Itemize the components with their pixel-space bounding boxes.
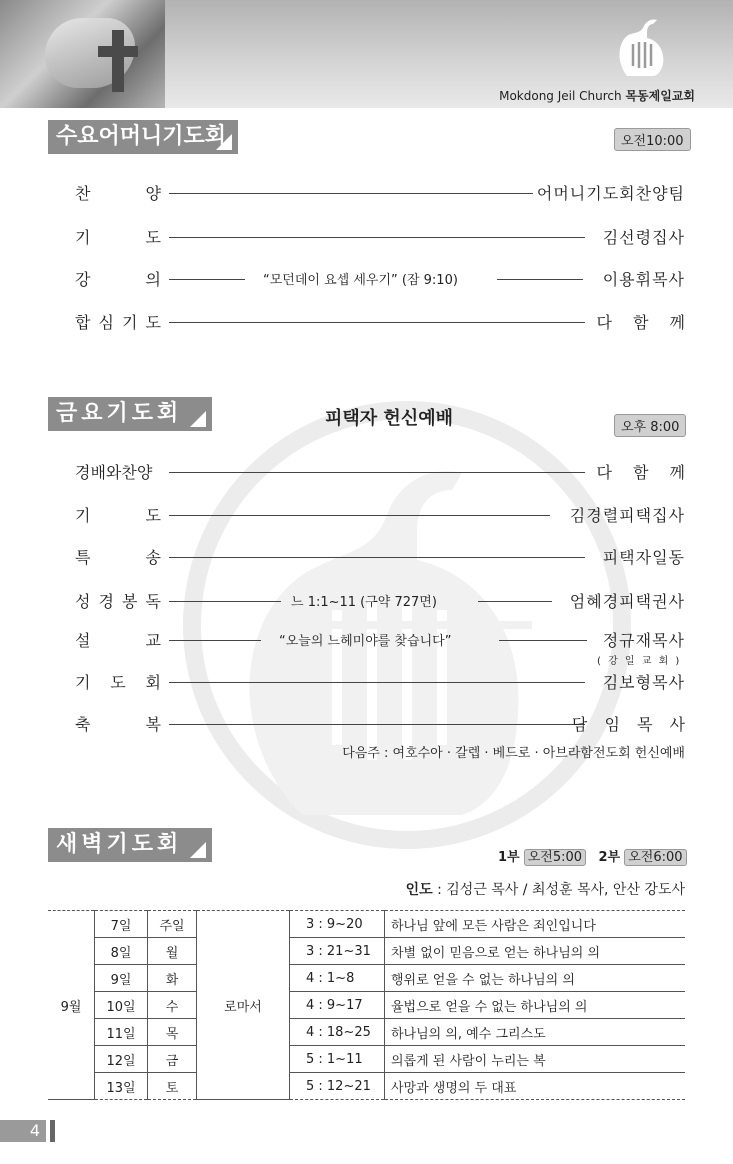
sermon-title: “오늘의 느헤미야를 찾습니다” bbox=[279, 634, 452, 649]
row-right-text: 피택자일동 bbox=[602, 548, 685, 567]
church-name-ko: 목동제일교회 bbox=[625, 89, 695, 103]
wednesday-time-badge: 오전10:00 bbox=[614, 128, 691, 151]
wednesday-title-text: 수요어머니기도회 bbox=[56, 124, 227, 149]
leader-line bbox=[169, 279, 245, 280]
row-right-text: 다 함 께 bbox=[596, 313, 693, 332]
dawn-times: 1부 오전5:00 2부 오전6:00 bbox=[498, 846, 687, 865]
wednesday-row-lecture: 강 의 “모던데이 요셉 세우기” (잠 9:10) 이용휘목사 bbox=[75, 267, 685, 291]
topic-cell: 율법으로 얻을 수 없는 하나님의 의 bbox=[385, 992, 686, 1019]
date-cell: 11일 bbox=[95, 1019, 148, 1046]
topic-cell: 차별 없이 믿음으로 얻는 하나님의 의 bbox=[385, 938, 686, 965]
leader-line bbox=[499, 640, 587, 641]
row-right-text: 이용휘목사 bbox=[602, 270, 685, 289]
day-cell: 월 bbox=[148, 938, 197, 965]
reference-cell: 5 : 12~21 bbox=[290, 1073, 385, 1100]
table-row bbox=[48, 965, 685, 992]
wednesday-section-title bbox=[48, 120, 238, 154]
title-corner-icon bbox=[190, 411, 206, 427]
row-right-text: 김선령집사 bbox=[602, 228, 685, 247]
leader-line bbox=[169, 472, 585, 473]
day-cell: 목 bbox=[148, 1019, 197, 1046]
friday-row-worship: 경배와찬양 다 함 께 bbox=[75, 460, 685, 484]
dawn-title-text: 새벽기도회 bbox=[56, 832, 183, 857]
day-cell: 수 bbox=[148, 992, 197, 1019]
leader-line bbox=[169, 322, 585, 323]
part2-time-badge: 오전6:00 bbox=[624, 849, 686, 866]
wednesday-row-unison-prayer: 합 심 기 도 다 함 께 bbox=[75, 310, 685, 334]
topic-cell: 하나님의 의, 예수 그리스도 bbox=[385, 1019, 686, 1046]
table-row bbox=[48, 1046, 685, 1073]
harp-logo-icon bbox=[613, 14, 673, 82]
reference-cell: 3 : 9~20 bbox=[290, 911, 385, 938]
reference-cell: 5 : 1~11 bbox=[290, 1046, 385, 1073]
topic-cell: 의롭게 된 사람이 누리는 복 bbox=[385, 1046, 686, 1073]
leader-line bbox=[169, 682, 585, 683]
leader-line bbox=[497, 279, 583, 280]
book-cell: 로마서 bbox=[197, 911, 290, 1100]
row-right-text: 엄혜경피택권사 bbox=[569, 592, 685, 611]
page-number: 4 bbox=[0, 1120, 46, 1142]
wednesday-row-praise: 찬 양 어머니기도회찬양팀 bbox=[75, 181, 685, 205]
friday-row-prayer: 기 도 김경렬피택집사 bbox=[75, 503, 685, 527]
day-cell: 토 bbox=[148, 1073, 197, 1100]
leader-line bbox=[169, 601, 281, 602]
leader-line bbox=[478, 601, 552, 602]
dawn-section-title bbox=[48, 828, 212, 862]
leader-line bbox=[169, 237, 585, 238]
dawn-schedule-table bbox=[48, 910, 685, 1100]
row-right-text: 어머니기도회찬양팀 bbox=[536, 184, 685, 203]
day-cell: 금 bbox=[148, 1046, 197, 1073]
date-cell: 10일 bbox=[95, 992, 148, 1019]
lecture-title: “모던데이 요셉 세우기” (잠 9:10) bbox=[263, 273, 458, 288]
friday-row-prayer-meeting: 기 도 회 김보형목사 bbox=[75, 670, 685, 694]
title-corner-icon bbox=[190, 842, 206, 858]
friday-time-badge: 오후 8:00 bbox=[614, 414, 686, 437]
friday-row-sermon: 설 교 “오늘의 느헤미야를 찾습니다” 정규재목사 bbox=[75, 628, 685, 652]
page-header bbox=[0, 0, 733, 110]
topic-cell: 사망과 생명의 두 대표 bbox=[385, 1073, 686, 1100]
table-row bbox=[48, 1073, 685, 1100]
reference-cell: 4 : 9~17 bbox=[290, 992, 385, 1019]
day-cell: 화 bbox=[148, 965, 197, 992]
date-cell: 8일 bbox=[95, 938, 148, 965]
table-row bbox=[48, 1019, 685, 1046]
friday-section-title bbox=[48, 397, 212, 431]
month-cell: 9월 bbox=[48, 911, 95, 1100]
topic-cell: 하나님 앞에 모든 사람은 죄인입니다 bbox=[385, 911, 686, 938]
praying-hands-photo bbox=[0, 0, 165, 108]
cross-icon bbox=[112, 30, 124, 92]
leader-line bbox=[169, 557, 585, 558]
table-row bbox=[48, 938, 685, 965]
row-right-text: 다 함 께 bbox=[596, 463, 693, 482]
friday-row-benediction: 축 복 담 임 목 사 bbox=[75, 712, 685, 736]
topic-cell: 행위로 얻을 수 없는 하나님의 의 bbox=[385, 965, 686, 992]
date-cell: 13일 bbox=[95, 1073, 148, 1100]
title-corner-icon bbox=[216, 134, 232, 150]
page-number-bar bbox=[50, 1120, 55, 1142]
next-week-note: 다음주 : 여호수아 · 갈렙 · 베드로 · 아브라함전도회 헌신예배 bbox=[342, 746, 685, 761]
part1-time-badge: 오전5:00 bbox=[524, 849, 586, 866]
friday-subtitle: 피택자 헌신예배 bbox=[325, 408, 453, 429]
table-row bbox=[48, 992, 685, 1019]
row-right-text: 김경렬피택집사 bbox=[569, 506, 685, 525]
row-right-text: 정규재목사 bbox=[602, 631, 685, 650]
friday-row-special-song: 특 송 피택자일동 bbox=[75, 545, 685, 569]
leader-line bbox=[169, 640, 261, 641]
date-cell: 9일 bbox=[95, 965, 148, 992]
friday-title-text: 금요기도회 bbox=[56, 401, 183, 426]
dawn-leaders: 인도 : 김성근 목사 / 최성훈 목사, 안산 강도사 bbox=[405, 882, 685, 898]
row-right-text: 김보형목사 bbox=[602, 673, 685, 692]
leader-line bbox=[169, 724, 585, 725]
row-right-text: 담 임 목 사 bbox=[571, 715, 691, 734]
leader-line bbox=[169, 193, 533, 194]
friday-row-scripture: 성 경 봉 독 느 1:1~11 (구약 727면) 엄혜경피택권사 bbox=[75, 589, 685, 613]
table-row bbox=[48, 911, 685, 938]
date-cell: 12일 bbox=[95, 1046, 148, 1073]
cross-bar bbox=[98, 46, 138, 57]
reference-cell: 3 : 21~31 bbox=[290, 938, 385, 965]
day-cell: 주일 bbox=[148, 911, 197, 938]
reference-cell: 4 : 18~25 bbox=[290, 1019, 385, 1046]
scripture-reference: 느 1:1~11 (구약 727면) bbox=[291, 595, 437, 610]
wednesday-row-prayer: 기 도 김선령집사 bbox=[75, 225, 685, 249]
preacher-church: ( 강 일 교 회 ) bbox=[597, 656, 682, 667]
reference-cell: 4 : 1~8 bbox=[290, 965, 385, 992]
date-cell: 7일 bbox=[95, 911, 148, 938]
church-name bbox=[499, 87, 695, 104]
leader-line bbox=[169, 515, 550, 516]
church-name-en: Mokdong Jeil Church bbox=[499, 89, 622, 103]
